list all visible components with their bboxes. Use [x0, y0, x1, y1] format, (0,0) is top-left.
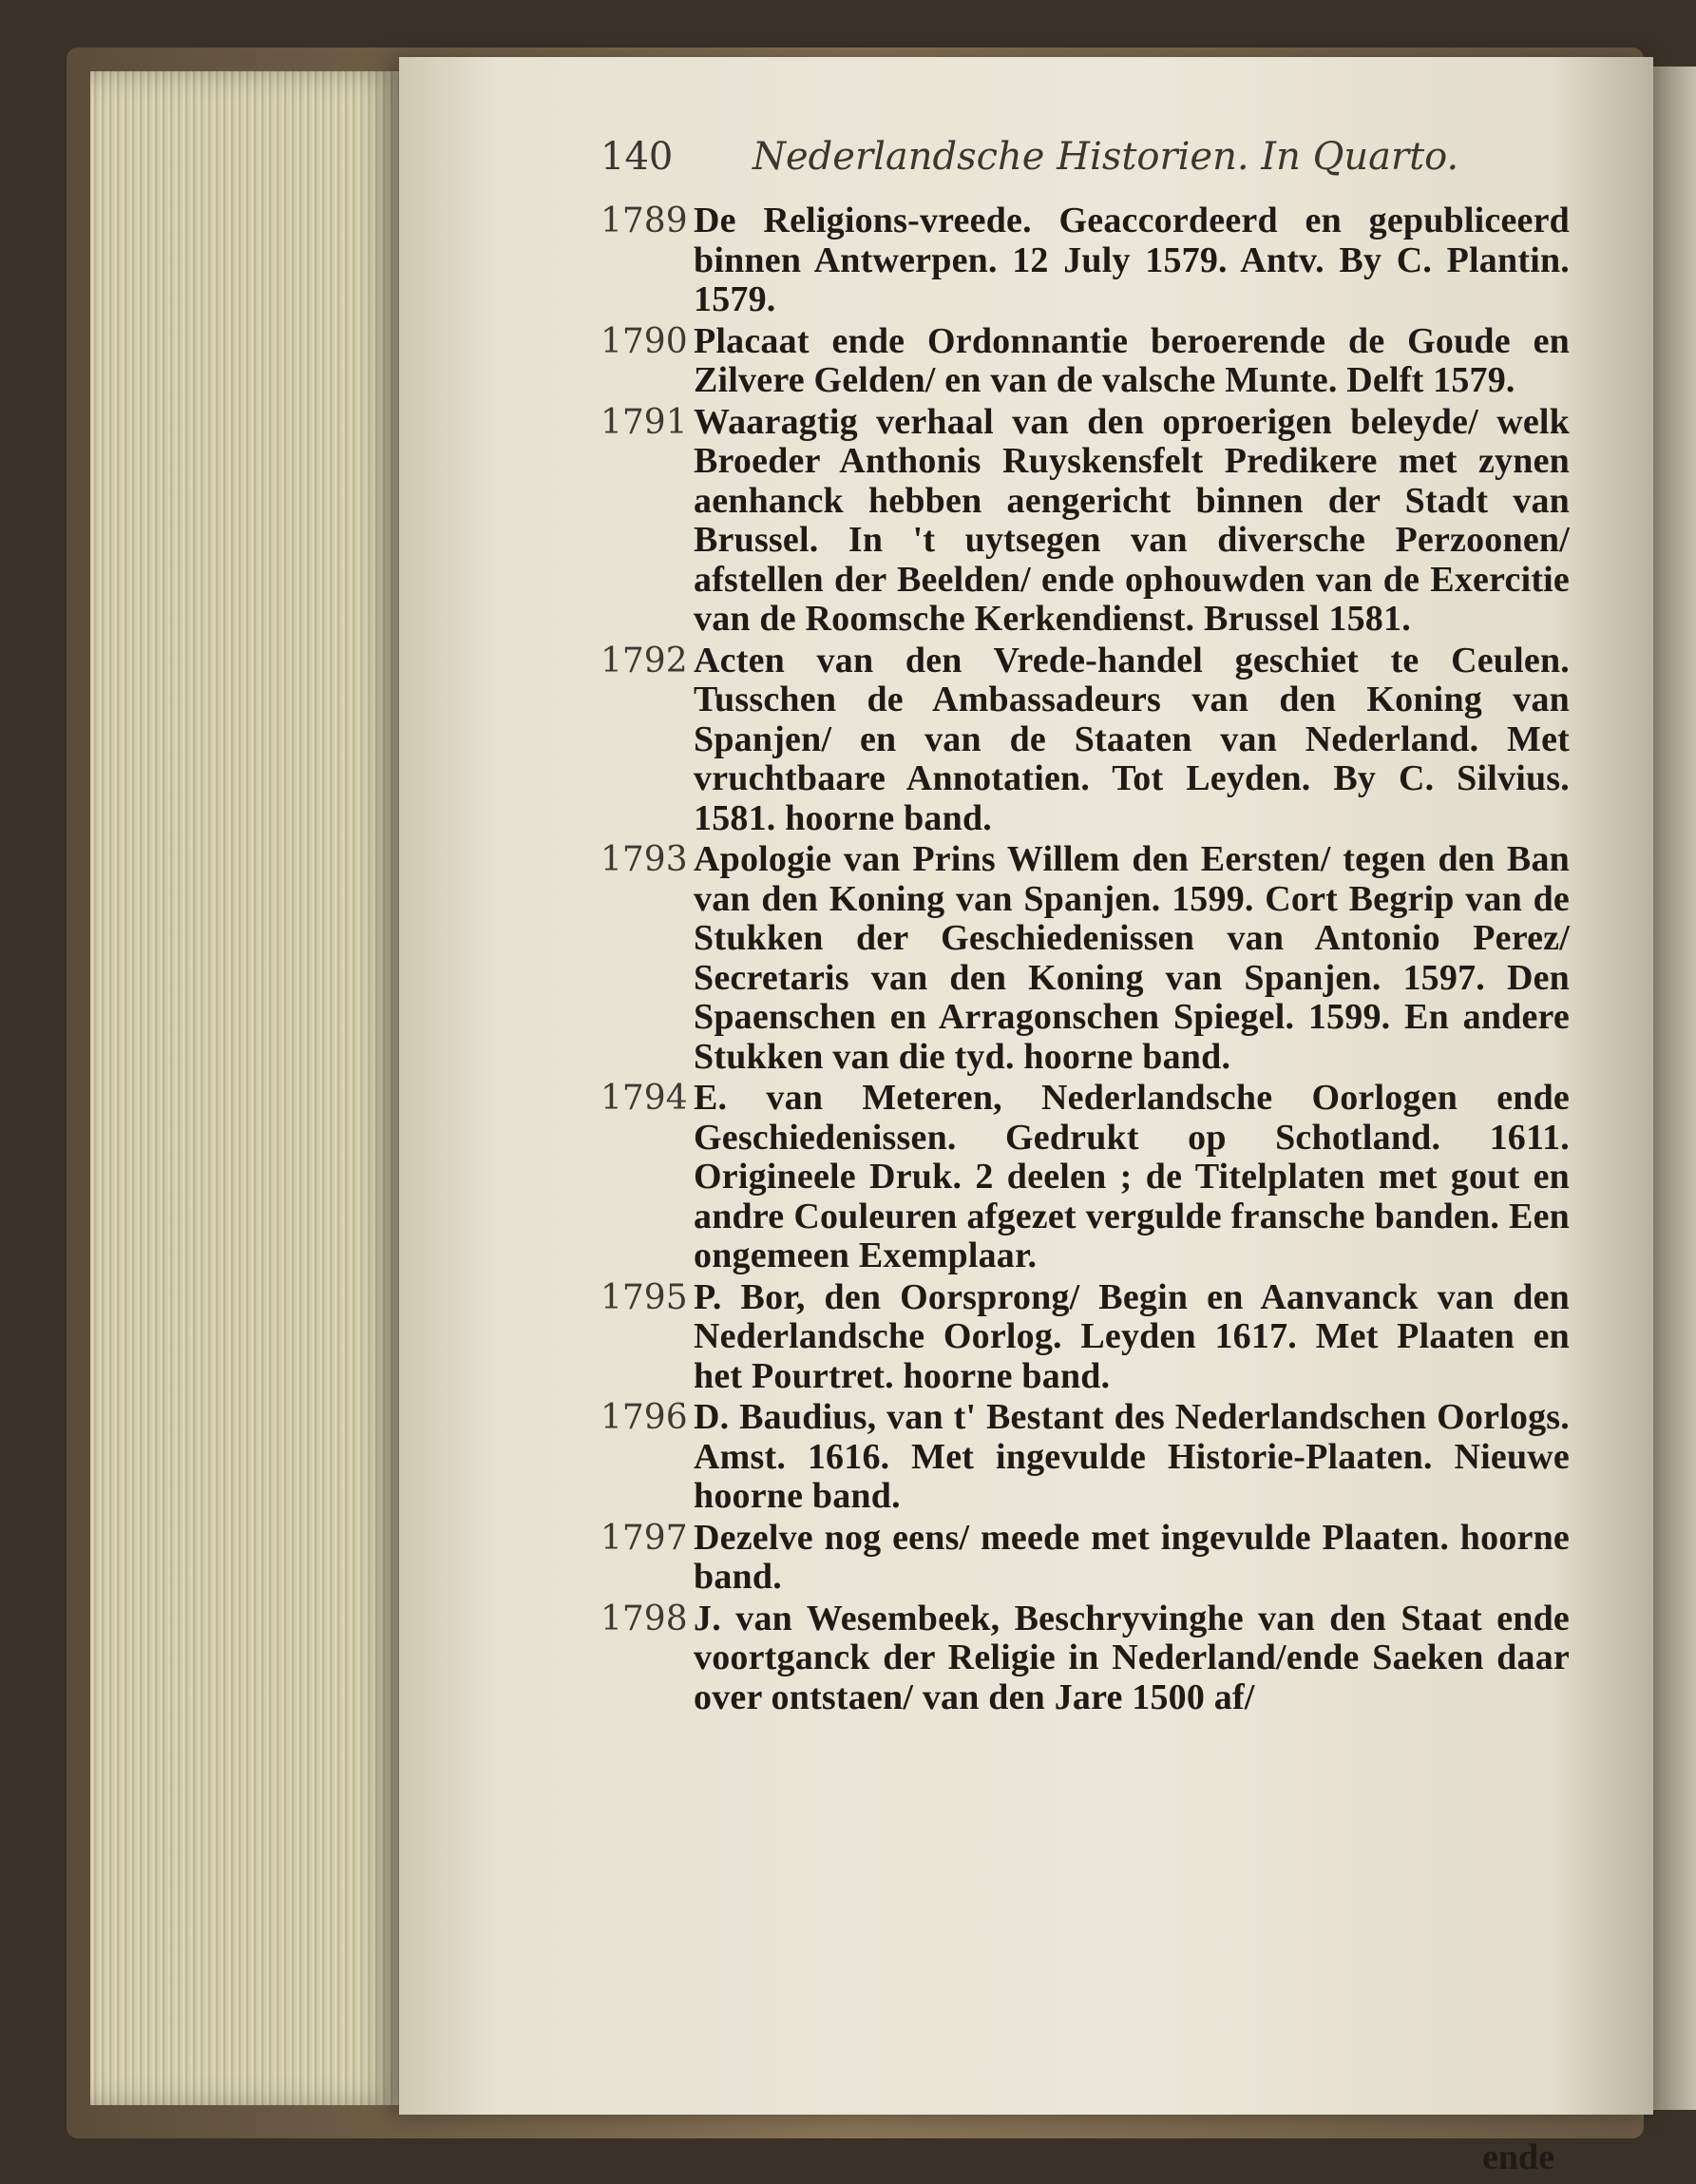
entry-number: 1798: [600, 1599, 688, 1638]
entry-number: 1795: [600, 1277, 688, 1317]
entry-number: 1797: [600, 1518, 688, 1558]
entry-number: 1794: [600, 1079, 688, 1118]
catalogue-entry: [600, 1519, 1570, 1598]
facing-page-edge: [1653, 67, 1696, 2110]
catalogue-entry: [600, 642, 1570, 839]
catchword: ende: [1482, 2137, 1554, 2177]
entry-number: 1792: [600, 641, 688, 680]
catalogue-entry: [600, 403, 1570, 640]
entry-text: Apologie van Prins Willem den Eersten/ tegen den Ban van den Koning van Spanjen. 1599. Cort Begrip van de Stukken der Geschiedenissen van Antonio Perez/ Secretaris van den Koning van Spanjen. 1597. Den Spaenschen en Arragonschen Spiegel. 1599. En andere Stukken van die tyd. hoorne band.: [694, 839, 1570, 1077]
entry-text: P. Bor, den Oorsprong/ Begin en Aanvanck van den Nederlandsche Oorlog. Leyden 1617. Met Plaaten en het Pourtret. hoorne band.: [694, 1276, 1570, 1396]
catalogue-entry: [600, 1278, 1570, 1397]
entry-number: 1791: [600, 402, 688, 442]
catalogue-entry: [600, 201, 1570, 320]
catalogue-entries: [600, 201, 1570, 1719]
entry-text: D. Baudius, van t' Bestant des Nederlandschen Oorlogs. Amst. 1616. Met ingevulde Historie-Plaaten. Nieuwe hoorne band.: [694, 1397, 1570, 1516]
entry-text: De Religions-vreede. Geaccordeerd en gepubliceerd binnen Antwerpen. 12 July 1579. Antv. By C. Plantin. 1579.: [694, 201, 1570, 319]
entry-number: 1796: [600, 1398, 688, 1437]
catalogue-entry: [600, 322, 1570, 401]
catalogue-entry: [600, 1600, 1570, 1718]
running-title: Nederlandsche Historien. In Quarto.: [753, 135, 1459, 179]
entry-text: Acten van den Vrede-handel geschiet te Ceulen. Tusschen de Ambassadeurs van den Koning van Spanjen/ en van de Staaten van Nederland. Met vruchtbaare Annotatien. Tot Leyden. By C. Silvius. 1581. hoorne band.: [694, 640, 1570, 838]
catalogue-entry: [600, 1398, 1570, 1517]
entry-text: Placaat ende Ordonnantie beroerende de Goude en Zilvere Gelden/ en van de valsche Munte. Delft 1579.: [694, 320, 1570, 400]
page-block-edges: [90, 71, 404, 2105]
entry-text: E. van Meteren, Nederlandsche Oorlogen ende Geschiedenissen. Gedrukt op Schotland. 1611. Origineele Druk. 2 deelen ; de Titelplaten met gout en andre Couleuren afgezet vergulde fransche banden. Een ongemeen Exemplaar.: [694, 1078, 1570, 1275]
entry-number: 1793: [600, 840, 688, 879]
catalogue-entry: [600, 1079, 1570, 1276]
entry-text: J. van Wesembeek, Beschryvinghe van den Staat ende voortganck der Religie in Nederland/ende Saeken daar over ontstaen/ van den Jare 1500 af/: [694, 1598, 1570, 1717]
entry-text: Waaragtig verhaal van den oproerigen beleyde/ welk Broeder Anthonis Ruyskensfelt Predikere met zynen aenhanck hebben aengericht binnen der Stadt van Brussel. In 't uytsegen van diversche Perzoonen/ afstellen der Beelden/ ende ophouwden van de Exercitie van de Roomsche Kerkendienst. Brussel 1581.: [694, 401, 1570, 639]
running-header: [600, 135, 1513, 192]
page-number: 140: [600, 135, 674, 179]
entry-number: 1789: [600, 201, 688, 240]
entry-number: 1790: [600, 321, 688, 361]
catalogue-entry: [600, 840, 1570, 1077]
entry-text: Dezelve nog eens/ meede met ingevulde Plaaten. hoorne band.: [694, 1517, 1570, 1597]
